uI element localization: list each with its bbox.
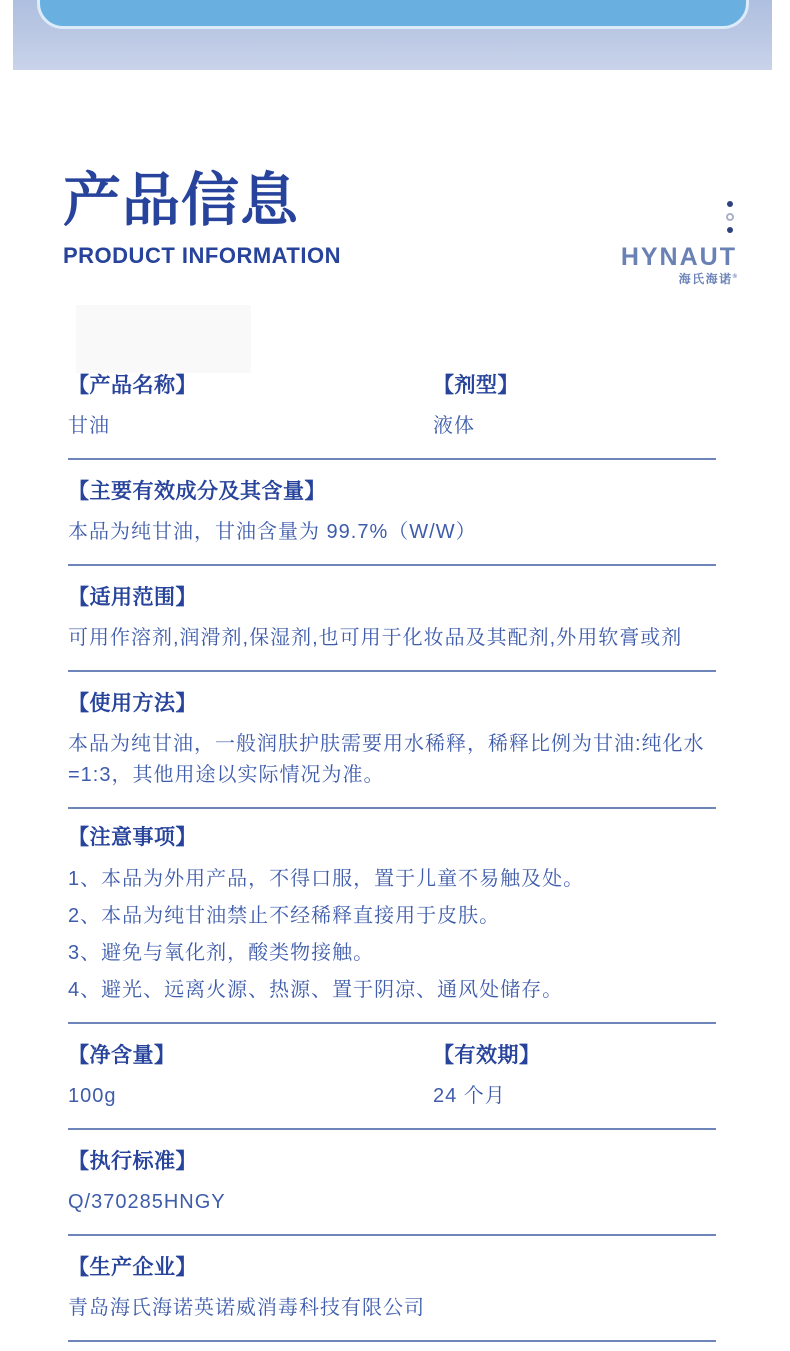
precaution-item: 3、避免与氧化剂，酸类物接触。: [68, 942, 375, 964]
row-product-name-and-form: [68, 358, 716, 460]
field-dosage-form: [433, 372, 716, 442]
field-value: 本品为纯甘油，甘油含量为 99.7%（W/W）: [68, 521, 477, 543]
three-dots-icon: [726, 201, 734, 233]
product-info-table: [68, 358, 716, 1342]
field-label: 【产品名称】: [68, 374, 197, 397]
precaution-list: [68, 861, 716, 1009]
field-label: 【生产企业】: [68, 1256, 197, 1279]
field-value: 100g: [68, 1085, 117, 1107]
brand-name-cn: [679, 270, 737, 286]
row-application-scope: [68, 566, 716, 672]
precaution-item: 1、本品为外用产品，不得口服，置于儿童不易触及处。: [68, 868, 585, 890]
field-value: 液体: [433, 415, 475, 437]
precaution-item: 2、本品为纯甘油禁止不经稀释直接用于皮肤。: [68, 905, 501, 927]
dot-ring-icon: [726, 213, 734, 221]
precaution-item: 4、避光、远离火源、热源、置于阴凉、通风处储存。: [68, 979, 564, 1001]
brand-logo: [621, 201, 737, 286]
field-label: 【净含量】: [68, 1044, 176, 1067]
field-value: 24 个月: [433, 1085, 506, 1107]
page-title: 产品信息: [63, 168, 300, 233]
row-precautions: [68, 809, 716, 1024]
row-manufacturer: [68, 1236, 716, 1342]
field-product-name: [68, 372, 433, 442]
field-net-content: [68, 1042, 433, 1112]
row-usage-method: [68, 672, 716, 809]
field-value: 青岛海氏海诺英诺威消毒科技有限公司: [68, 1297, 425, 1319]
dot-filled-icon: [727, 227, 733, 233]
field-label: 【使用方法】: [68, 692, 197, 715]
field-value: 本品为纯甘油，一般润肤护肤需要用水稀释，稀释比例为甘油:纯化水=1:3，其他用途以实际情况为准。: [68, 733, 705, 786]
brand-name: HYNAUT: [620, 243, 737, 271]
field-label: 【注意事项】: [68, 826, 197, 849]
field-label: 【适用范围】: [68, 586, 197, 609]
row-main-ingredients: [68, 460, 716, 566]
trademark-mark: ®: [732, 274, 737, 280]
page-header: [63, 168, 341, 269]
field-value: 甘油: [68, 415, 110, 437]
field-value: Q/370285HNGY: [68, 1191, 226, 1213]
banner-rounded-card: [37, 0, 749, 29]
brand-name-cn-text: 海氏海诺: [678, 272, 733, 286]
field-value: 可用作溶剂,润滑剂,保湿剂,也可用于化妆品及其配剂,外用软膏或剂: [68, 627, 683, 649]
field-label: 【执行标准】: [68, 1150, 197, 1173]
page-subtitle: PRODUCT INFORMATION: [63, 243, 341, 268]
field-label: 【主要有效成分及其含量】: [68, 480, 326, 503]
dot-filled-icon: [727, 201, 733, 207]
row-executive-standard: [68, 1130, 716, 1236]
field-label: 【有效期】: [433, 1044, 541, 1067]
field-shelf-life: [433, 1042, 716, 1112]
top-banner: [13, 0, 772, 70]
row-net-content-and-shelf-life: [68, 1024, 716, 1130]
field-label: 【剂型】: [433, 374, 519, 397]
